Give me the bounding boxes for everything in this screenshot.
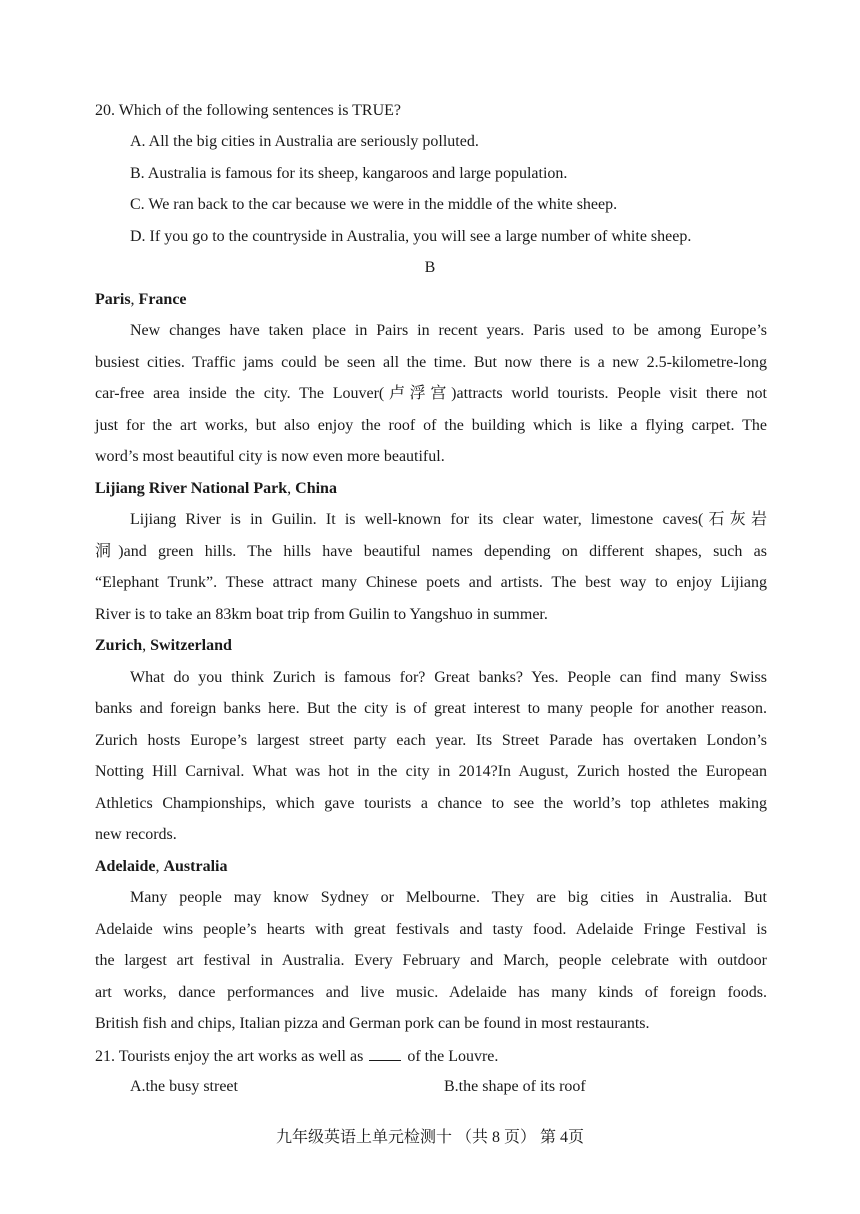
paris-text-line: New changes have taken place in Pairs in recent years. Paris used to be among Europe’s [130, 322, 767, 339]
zurich-text-line: Athletics Championships, which gave tourists a chance to see the world’s top athletes making [95, 795, 767, 812]
question-20-option-d: D. If you go to the countryside in Australia, you will see a large number of white sheep. [130, 228, 692, 245]
paris-heading-place: France [138, 291, 187, 308]
zurich-heading-place: Switzerland [150, 637, 232, 654]
answer-blank [369, 1046, 401, 1061]
zurich-text-line: new records. [95, 826, 177, 843]
question-20-option-a: A. All the big cities in Australia are seriously polluted. [130, 133, 479, 150]
adelaide-text-line: Many people may know Sydney or Melbourne. They are big cities in Australia. But [130, 889, 767, 906]
lijiang-text-line: “Elephant Trunk”. These attract many Chinese poets and artists. The best way to enjoy Lijiang [95, 574, 767, 591]
zurich-text-line: What do you think Zurich is famous for? Great banks? Yes. People can find many Swiss [130, 669, 767, 686]
lijiang-heading-place: China [295, 480, 337, 497]
paris-text-line: just for the art works, but also enjoy the roof of the building which is like a flying carpet. The [95, 417, 767, 434]
zurich-text-line: Zurich hosts Europe’s largest street party each year. Its Street Parade has overtaken London’s [95, 732, 767, 749]
lijiang-heading-sep: , [287, 480, 296, 497]
adelaide-heading-sep: , [155, 858, 164, 875]
lijiang-heading [95, 479, 767, 499]
adelaide-heading [95, 857, 767, 877]
adelaide-text-line: Adelaide wins people’s hearts with great festivals and tasty food. Adelaide Fringe Festival is [95, 921, 767, 938]
question-20-option-b: B. Australia is famous for its sheep, kangaroos and large population. [130, 165, 568, 182]
lijiang-text-line: River is to take an 83km boat trip from Guilin to Yangshuo in summer. [95, 606, 548, 623]
question-21-option-a: A.the busy street [130, 1078, 238, 1095]
section-label: B [424, 259, 436, 276]
question-21-stem-after: of the Louvre. [407, 1048, 499, 1065]
adelaide-heading-place: Australia [163, 858, 228, 875]
adelaide-text-line: the largest art festival in Australia. Every February and March, people celebrate with outdoor [95, 952, 767, 969]
paris-text-line: busiest cities. Traffic jams could be seen all the time. But now there is a new 2.5-kilometre-long [95, 354, 767, 371]
question-20-option-c: C. We ran back to the car because we were in the middle of the white sheep. [130, 196, 618, 213]
paris-text-line: car-free area inside the city. The Louver(卢浮宫)attracts world tourists. People visit there not [95, 385, 767, 402]
lijiang-text-line: Lijiang River is in Guilin. It is well-known for its clear water, limestone caves(石灰岩 [130, 511, 767, 528]
adelaide-text-line: art works, dance performances and live music. Adelaide has many kinds of foreign foods. [95, 984, 767, 1001]
paris-heading [95, 290, 767, 310]
zurich-text-line: banks and foreign banks here. But the city is of great interest to many people for another reason. [95, 700, 767, 717]
zurich-heading-sep: , [142, 637, 151, 654]
zurich-text-line: Notting Hill Carnival. What was hot in the city in 2014?In August, Zurich hosted the European [95, 763, 767, 780]
lijiang-heading-name: Lijiang River National Park [95, 480, 288, 497]
question-21-options [130, 1077, 767, 1097]
zurich-heading [95, 636, 767, 656]
question-21-stem [95, 1046, 767, 1067]
page-footer: 九年级英语上单元检测十 （共 8 页） 第 4页 [275, 1129, 584, 1146]
paris-text-line: word’s most beautiful city is now even more beautiful. [95, 448, 445, 465]
adelaide-heading-name: Adelaide [95, 858, 156, 875]
question-21-stem-before: 21. Tourists enjoy the art works as well as [95, 1048, 364, 1065]
adelaide-text-line: British fish and chips, Italian pizza and German pork can be found in most restaurants. [95, 1015, 650, 1032]
question-21-option-b: B.the shape of its roof [444, 1078, 586, 1095]
zurich-heading-name: Zurich [95, 637, 143, 654]
question-20-stem: 20. Which of the following sentences is TRUE? [95, 102, 402, 119]
paris-heading-sep: , [130, 291, 139, 308]
paris-heading-name: Paris [95, 291, 131, 308]
lijiang-text-line: 洞)and green hills. The hills have beautiful names depending on different shapes, such as [95, 543, 767, 560]
